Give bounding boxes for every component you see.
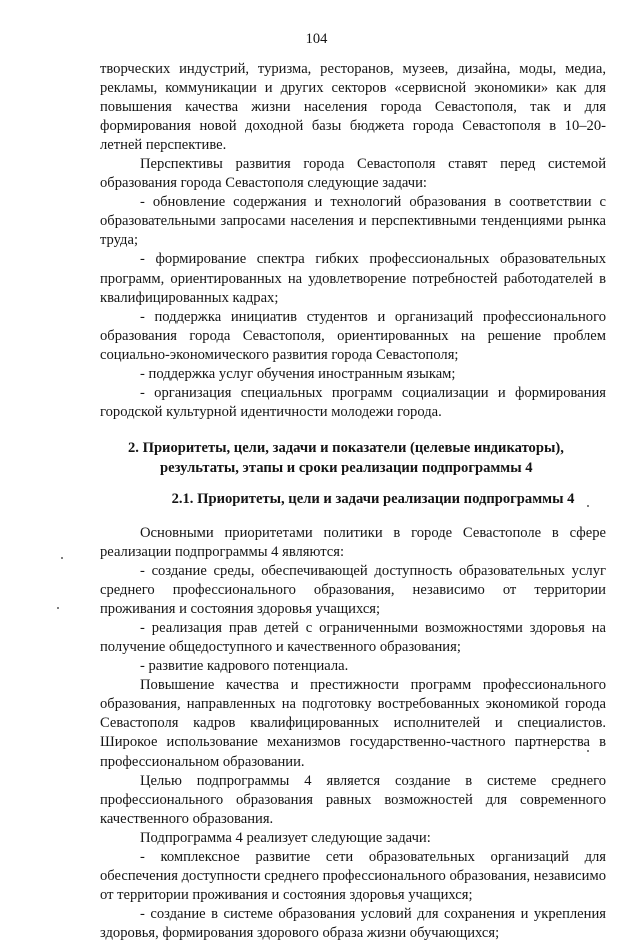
scan-speck	[587, 505, 589, 507]
section-2-1-text	[100, 524, 606, 943]
paragraph: - поддержка инициатив студентов и организаций профессионального образования города Севастополя, ориентированных на решение проблем социально-экономического развития города Севастополя;	[100, 308, 606, 363]
scan-speck	[57, 607, 59, 609]
scan-speck	[587, 750, 589, 752]
paragraph: Основными приоритетами политики в городе Севастополе в сфере реализации подпрограммы 4 являются:	[100, 524, 606, 560]
paragraph: - обновление содержания и технологий образования в соответствии с образовательными запросами населения и перспективными тенденциями рынка труда;	[100, 194, 606, 249]
scan-speck	[61, 557, 63, 559]
section-intro-text	[100, 60, 606, 422]
paragraph: Подпрограмма 4 реализует следующие задачи:	[140, 829, 431, 846]
paragraph: - создание в системе образования условий для сохранения и укрепления здоровья, формирования здорового образа жизни обучающихся;	[100, 905, 606, 941]
paragraph: Целью подпрограммы 4 является создание в системе среднего профессионального образования равных возможностей для современного качественного образования.	[100, 772, 606, 827]
section-2-heading-line2: результаты, этапы и сроки реализации подпрограммы 4	[160, 459, 533, 476]
paragraph: - организация специальных программ социализации и формирования городской культурной идентичности молодежи города.	[100, 384, 606, 420]
paragraph: - создание среды, обеспечивающей доступность образовательных услуг среднего профессионального образования, независимо от территории проживания и состояния здоровья учащихся;	[100, 563, 606, 618]
section-2-heading-line1: 2. Приоритеты, цели, задачи и показатели (целевые индикаторы),	[128, 439, 564, 456]
section-2-heading	[100, 438, 606, 478]
paragraph: - развитие кадрового потенциала.	[140, 658, 349, 675]
paragraph: творческих индустрий, туризма, ресторанов, музеев, дизайна, моды, медиа, рекламы, коммуникации и других секторов «сервисной экономики» как для повышения качества жизни населения города Севастополя, так и для формирования новой доходной базы бюджета города Севастополя в 10–20-летней перспективе.	[100, 61, 606, 154]
paragraph: - формирование спектра гибких профессиональных образовательных программ, ориентированных на удовлетворение потребностей работодателей в квалифицированных кадрах;	[100, 251, 606, 306]
page-number: 104	[305, 31, 328, 47]
paragraph: - поддержка услуг обучения иностранным языкам;	[140, 365, 456, 382]
paragraph: - реализация прав детей с ограниченными возможностями здоровья на получение общедоступного и качественного образования;	[100, 620, 606, 656]
page-content	[100, 60, 606, 943]
section-2-1-heading: 2.1. Приоритеты, цели и задачи реализации подпрограммы 4	[171, 490, 575, 507]
paragraph: Повышение качества и престижности программ профессионального образования, направленных на подготовку востребованных экономикой города Севастополя кадров квалифицированных исполнителей и специалистов. Широкое использование механизмов государственно-частного партнерства в профессиональном образовании.	[100, 677, 606, 770]
paragraph: Перспективы развития города Севастополя ставят перед системой образования города Севастополя следующие задачи:	[100, 156, 606, 192]
paragraph: - комплексное развитие сети образовательных организаций для обеспечения доступности среднего профессионального образования, независимо от территории проживания и состояния здоровья учащихся;	[100, 848, 606, 903]
